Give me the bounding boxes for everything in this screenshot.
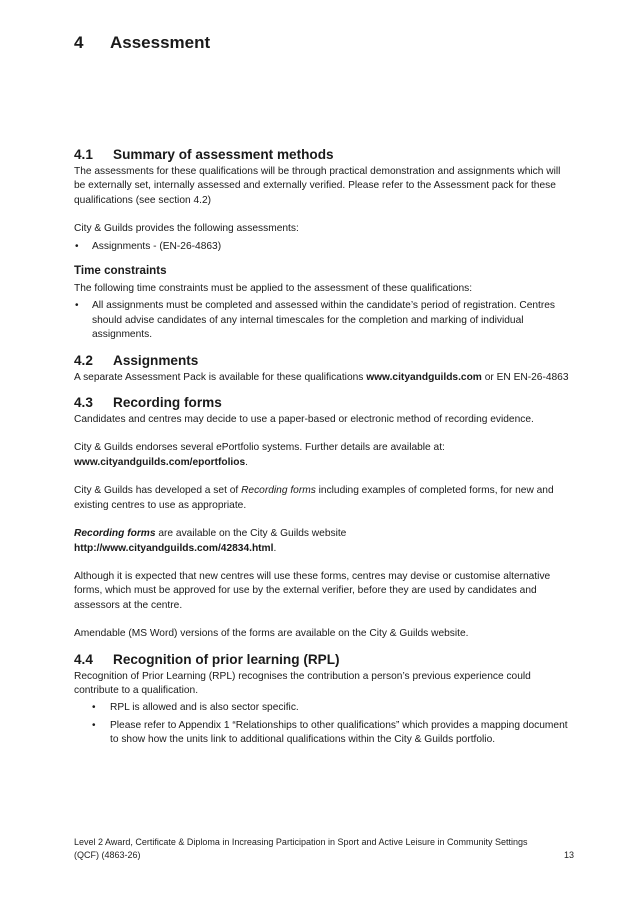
eportfolio-link[interactable]: www.cityandguilds.com/eportfolios	[74, 456, 246, 468]
paragraph: Amendable (MS Word) versions of the forms are available on the City & Guilds website.	[74, 628, 469, 640]
content	[74, 146, 574, 748]
footer-text: Level 2 Award, Certificate & Diploma in Increasing Participation in Sport and Active Leisure in Community Settings (QCF) (4863-26)	[74, 837, 528, 860]
subheading-time-constraints: Time constraints	[74, 264, 167, 278]
list-item: • Please refer to Appendix 1 “Relationships to other qualifications” which provides a mapping document to show how the units link to additional qualifications within the City & Guilds portfolio.	[74, 719, 574, 748]
section-4-3-heading	[74, 394, 574, 411]
paragraph: Although it is expected that new centres will use these forms, centres may devise or customise alternative forms, which must be approved for use by the external verifier, before they are used by candidates and assessors at the centre.	[74, 570, 551, 611]
paragraph: Candidates and centres may decide to use a paper-based or electronic method of recording evidence.	[74, 414, 534, 426]
paragraph: City & Guilds has developed a set of Recording forms including examples of completed forms, for new and existing centres to use as appropriate.	[74, 485, 554, 511]
section-number: 4.4	[74, 651, 93, 667]
section-number: 4.1	[74, 147, 93, 162]
paragraph: City & Guilds provides the following assessments:	[74, 223, 299, 235]
chapter-heading	[74, 33, 210, 53]
recording-forms-link[interactable]: http://www.cityandguilds.com/42834.html	[74, 542, 274, 554]
paragraph: A separate Assessment Pack is available for these qualifications www.cityandguilds.com or EN EN-26-4863	[74, 371, 569, 383]
paragraph: Recording forms are available on the City & Guilds website http://www.cityandguilds.com/42834.html.	[74, 528, 347, 554]
list-item: • Assignments - (EN-26-4863)	[74, 240, 574, 254]
section-4-4-heading	[74, 651, 574, 668]
section-title: Recording forms	[113, 395, 222, 411]
website-link[interactable]: www.cityandguilds.com	[366, 371, 482, 383]
section-title: Assignments	[113, 352, 199, 368]
section-4-1-heading	[74, 146, 574, 163]
chapter-title: Assessment	[110, 33, 211, 52]
list-item: • All assignments must be completed and assessed within the candidate’s period of registration. Centres should advise candidates of any internal timescales for the completion and marking of individual assignments.	[74, 299, 574, 342]
list-item: • RPL is allowed and is also sector specific.	[74, 701, 574, 715]
section-title: Recognition of prior learning (RPL)	[113, 651, 340, 667]
paragraph: The assessments for these qualifications will be through practical demonstration and assignments which will be externally set, internally assessed and externally verified. Please refer to the Assessment pack for these qualifications (see section 4.2)	[74, 166, 561, 206]
chapter-number: 4	[74, 33, 84, 52]
paragraph: The following time constraints must be applied to the assessment of these qualifications:	[74, 283, 473, 295]
paragraph: Recognition of Prior Learning (RPL) recognises the contribution a person’s previous experience could contribute to a qualification.	[74, 670, 531, 696]
section-number: 4.2	[74, 352, 93, 368]
paragraph: City & Guilds endorses several ePortfolio systems. Further details are available at: www.cityandguilds.com/eportfolios.	[74, 442, 445, 468]
page-footer	[74, 836, 574, 861]
section-title: Summary of assessment methods	[113, 147, 334, 162]
page-number: 13	[563, 849, 574, 860]
section-4-2-heading	[74, 352, 574, 369]
section-number: 4.3	[74, 395, 93, 411]
